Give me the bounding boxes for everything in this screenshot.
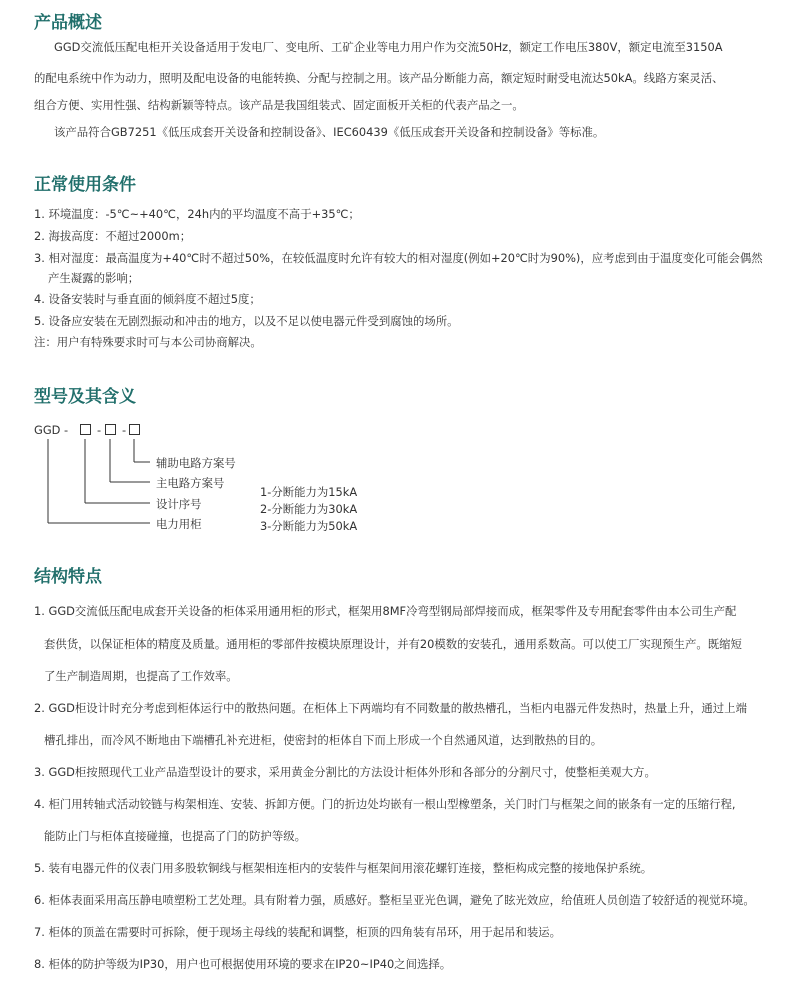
model-dash-1: - bbox=[97, 423, 102, 437]
condition-3-cont: 产生凝露的影响； bbox=[48, 271, 140, 285]
structure-6: 6. 柜体表面采用高压静电喷塑粉工艺处理。具有附着力强，质感好。整柜呈亚光色调，避免了眩光效应，给值班人员创造了较舒适的视觉环境。 bbox=[34, 893, 755, 907]
model-dash-2: - bbox=[122, 423, 127, 437]
structure-1: 1. GGD交流低压配电成套开关设备的柜体采用通用柜的形式，框架用8MF冷弯型钢局部焊接而成，框架零件及专用配套零件由本公司生产配 bbox=[34, 604, 737, 618]
overview-line-2: 的配电系统中作为动力，照明及配电设备的电能转换、分配与控制之用。该产品分断能力高，额定短时耐受电流达50kA。线路方案灵活、 bbox=[34, 71, 724, 85]
label-power-cabinet: 电力用柜 bbox=[156, 517, 202, 531]
structure-8: 8. 柜体的防护等级为IP30，用户也可根据使用环境的要求在IP20~IP40之间选择。 bbox=[34, 957, 452, 971]
overview-line-1: GGD交流低压配电柜开关设备适用于发电厂、变电所、工矿企业等电力用户作为交流50Hz，额定工作电压380V，额定电流至3150A bbox=[54, 40, 723, 54]
label-design-no: 设计序号 bbox=[156, 497, 202, 511]
overview-line-3: 组合方便、实用性强、结构新颖等特点。该产品是我国组装式、固定面板开关柜的代表产品之一。 bbox=[34, 98, 524, 112]
structure-1-cont-b: 了生产制造周期，也提高了工作效率。 bbox=[44, 669, 238, 683]
overview-heading: 产品概述 bbox=[34, 13, 102, 33]
structure-1-cont-a: 套供货，以保证柜体的精度及质量。通用柜的零部件按模块原理设计，并有20模数的安装孔，通用系数高。可以使工厂实现预生产。既缩短 bbox=[44, 637, 742, 651]
model-prefix: GGD - bbox=[34, 423, 69, 437]
rating-3: 3-分断能力为50kA bbox=[260, 519, 358, 533]
structure-7: 7. 柜体的顶盖在需要时可拆除，便于现场主母线的装配和调整，柜顶的四角装有吊环，用于起吊和装运。 bbox=[34, 925, 562, 939]
structure-5: 5. 装有电器元件的仪表门用多股软铜线与框架相连柜内的安装件与框架间用滚花螺钉连接，整柜构成完整的接地保护系统。 bbox=[34, 861, 653, 875]
structure-2: 2. GGD柜设计时充分考虑到柜体运行中的散热问题。在柜体上下两端均有不同数量的散热槽孔，当柜内电器元件发热时，热量上升，通过上端 bbox=[34, 701, 747, 715]
structure-3: 3. GGD柜按照现代工业产品造型设计的要求，采用黄金分割比的方法设计柜体外形和各部分的分割尺寸，使整柜美观大方。 bbox=[34, 765, 656, 779]
rating-1: 1-分断能力为15kA bbox=[260, 485, 358, 499]
condition-2: 2. 海拔高度：不超过2000m； bbox=[34, 229, 192, 243]
overview-line-4: 该产品符合GB7251《低压成套开关设备和控制设备》、IEC60439《低压成套开关设备和控制设备》等标准。 bbox=[54, 125, 605, 139]
structure-4-cont: 能防止门与柜体直接碰撞，也提高了门的防护等级。 bbox=[44, 829, 306, 843]
condition-3: 3. 相对湿度：最高温度为+40℃时不超过50%，在较低温度时允许有较大的相对湿度(例如+20℃时为90%)，应考虑到由于温度变化可能会偶然 bbox=[34, 251, 763, 265]
structure-4: 4. 柜门用转轴式活动铰链与构架相连、安装、拆卸方便。门的折边处均嵌有一根山型橡塑条，关门时门与框架之间的嵌条有一定的压缩行程, bbox=[34, 797, 736, 811]
label-aux-circuit: 辅助电路方案号 bbox=[156, 456, 236, 470]
structure-heading: 结构特点 bbox=[34, 567, 102, 587]
condition-4: 4. 设备安装时与垂直面的倾斜度不超过5度； bbox=[34, 292, 261, 306]
conditions-heading: 正常使用条件 bbox=[34, 175, 136, 195]
model-code-diagram bbox=[0, 415, 420, 540]
condition-note: 注：用户有特殊要求时可与本公司协商解决。 bbox=[34, 335, 262, 349]
model-heading: 型号及其含义 bbox=[34, 387, 136, 407]
label-main-circuit: 主电路方案号 bbox=[156, 476, 225, 490]
condition-1: 1. 环境温度：-5℃~+40℃，24h内的平均温度不高于+35℃； bbox=[34, 207, 360, 221]
structure-2-cont: 槽孔排出，而冷风不断地由下端槽孔补充进柜，使密封的柜体自下而上形成一个自然通风道，达到散热的目的。 bbox=[44, 733, 603, 747]
condition-5: 5. 设备应安装在无剧烈振动和冲击的地方，以及不足以使电器元件受到腐蚀的场所。 bbox=[34, 314, 459, 328]
rating-2: 2-分断能力为30kA bbox=[260, 502, 358, 516]
